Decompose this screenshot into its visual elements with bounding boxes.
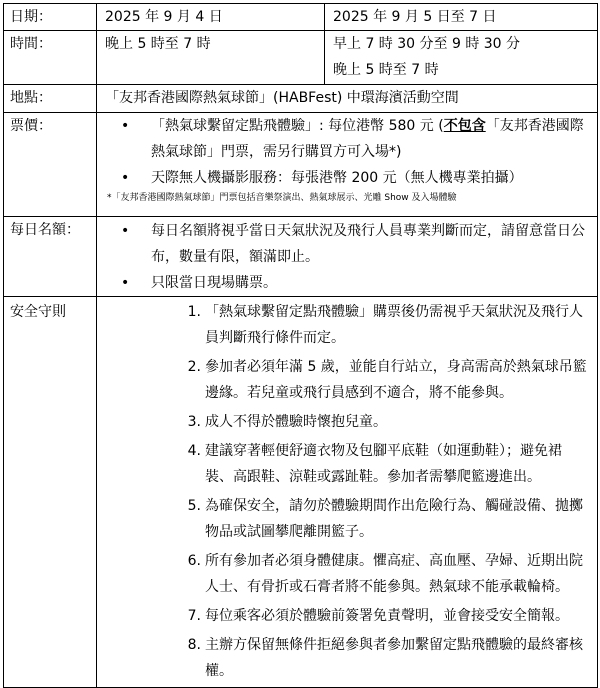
safety-rule-2 <box>105 354 589 406</box>
safety-row <box>4 297 598 688</box>
safety-rule-text: 每位乘客必須於體驗前簽署免責聲明，並會接受安全簡報。 <box>205 608 569 624</box>
safety-label: 安全守則 <box>4 297 97 688</box>
price-details <box>97 113 598 217</box>
safety-rule-5 <box>105 493 589 545</box>
safety-rule-text: 所有參加者必須身體健康。懼高症、高血壓、孕婦、近期出院人士、有骨折或石膏者將不能參與。熱氣球不能承載輪椅。 <box>205 553 583 595</box>
price-item-drone: • 天際無人機攝影服務：每張港幣 200 元（無人機專業拍攝） <box>105 165 589 191</box>
time-day2 <box>325 31 598 85</box>
time-row <box>4 31 598 85</box>
safety-rule-1 <box>105 299 589 351</box>
price-item-balloon-note: 「友邦香港國際熱氣球節」門票，需另行購買方可入場*) <box>151 118 584 160</box>
quota-details <box>97 217 598 297</box>
event-info-table <box>3 3 598 688</box>
safety-rule-text: 建議穿著輕便舒適衣物及包腳平底鞋（如運動鞋）；避免裙裝、高跟鞋、涼鞋或露趾鞋。參加者需攀爬籃邊進出。 <box>205 443 562 485</box>
price-row <box>4 113 598 217</box>
time-day2-evening: 晚上 5 時至 7 時 <box>333 62 439 78</box>
safety-rule-text: 「熱氣球繫留定點飛體驗」購票後仍需視乎天氣狀況及飛行人員判斷飛行條件而定。 <box>205 304 583 346</box>
safety-rule-number: 4. <box>187 443 201 459</box>
quota-row <box>4 217 598 297</box>
safety-rule-4 <box>105 438 589 490</box>
safety-list <box>105 299 589 684</box>
safety-rule-text: 主辦方保留無條件拒絕參與者參加繫留定點飛體驗的最終審核權。 <box>205 637 583 679</box>
safety-rule-6 <box>105 548 589 600</box>
venue-label: 地點： <box>4 85 97 113</box>
safety-rule-number: 3. <box>187 414 201 430</box>
quota-item-daily: • 每日名額將視乎當日天氣狀況及飛行人員專業判斷而定，請留意當日公布，數量有限，額滿即止。 <box>105 218 589 270</box>
venue-value: 「友邦香港國際熱氣球節」(HABFest) 中環海濱活動空間 <box>97 85 598 113</box>
safety-rule-text: 成人不得於體驗時懷抱兒童。 <box>205 414 387 430</box>
date-day1: 2025 年 9 月 4 日 <box>97 4 325 31</box>
safety-rule-7 <box>105 603 589 629</box>
safety-rule-number: 8. <box>187 637 201 653</box>
date-day2: 2025 年 9 月 5 日至 7 日 <box>325 4 598 31</box>
price-exclusion-emphasis: 不包含 <box>443 118 486 134</box>
safety-rule-8 <box>105 632 589 684</box>
price-list <box>105 113 589 191</box>
safety-rule-number: 6. <box>187 553 201 569</box>
safety-rule-3 <box>105 409 589 435</box>
quota-item-onsite: • 只限當日現場購票。 <box>105 270 589 296</box>
price-item-balloon-text: 「熱氣球繫留定點飛體驗」: 每位港幣 580 元 ( <box>151 118 444 134</box>
safety-rule-number: 7. <box>187 608 201 624</box>
safety-rule-text: 為確保安全，請勿於體驗期間作出危險行為、觸碰設備、拋擲物品或試圖攀爬離開籃子。 <box>205 498 583 540</box>
time-day2-morning: 早上 7 時 30 分至 9 時 30 分 <box>333 36 521 52</box>
price-footnote: *「友邦香港國際熱氣球節」門票包括音樂祭演出、熱氣球展示、光雕 Show 及入場體驗 <box>107 193 457 203</box>
safety-rule-number: 2. <box>187 359 201 375</box>
safety-rules <box>97 297 598 688</box>
quota-list <box>105 218 589 296</box>
date-label: 日期： <box>4 4 97 31</box>
venue-row <box>4 85 598 113</box>
price-label: 票價： <box>4 113 97 217</box>
safety-rule-number: 1. <box>187 304 201 320</box>
time-label: 時間： <box>4 31 97 85</box>
date-row <box>4 4 598 31</box>
time-day1: 晚上 5 時至 7 時 <box>97 31 325 85</box>
quota-label: 每日名額： <box>4 217 97 297</box>
price-item-balloon <box>105 113 589 165</box>
safety-rule-number: 5. <box>187 498 201 514</box>
safety-rule-text: 參加者必須年滿 5 歲，並能自行站立，身高需高於熱氣球吊籃邊緣。若兒童或飛行員感到不適合，將不能參與。 <box>205 359 587 401</box>
